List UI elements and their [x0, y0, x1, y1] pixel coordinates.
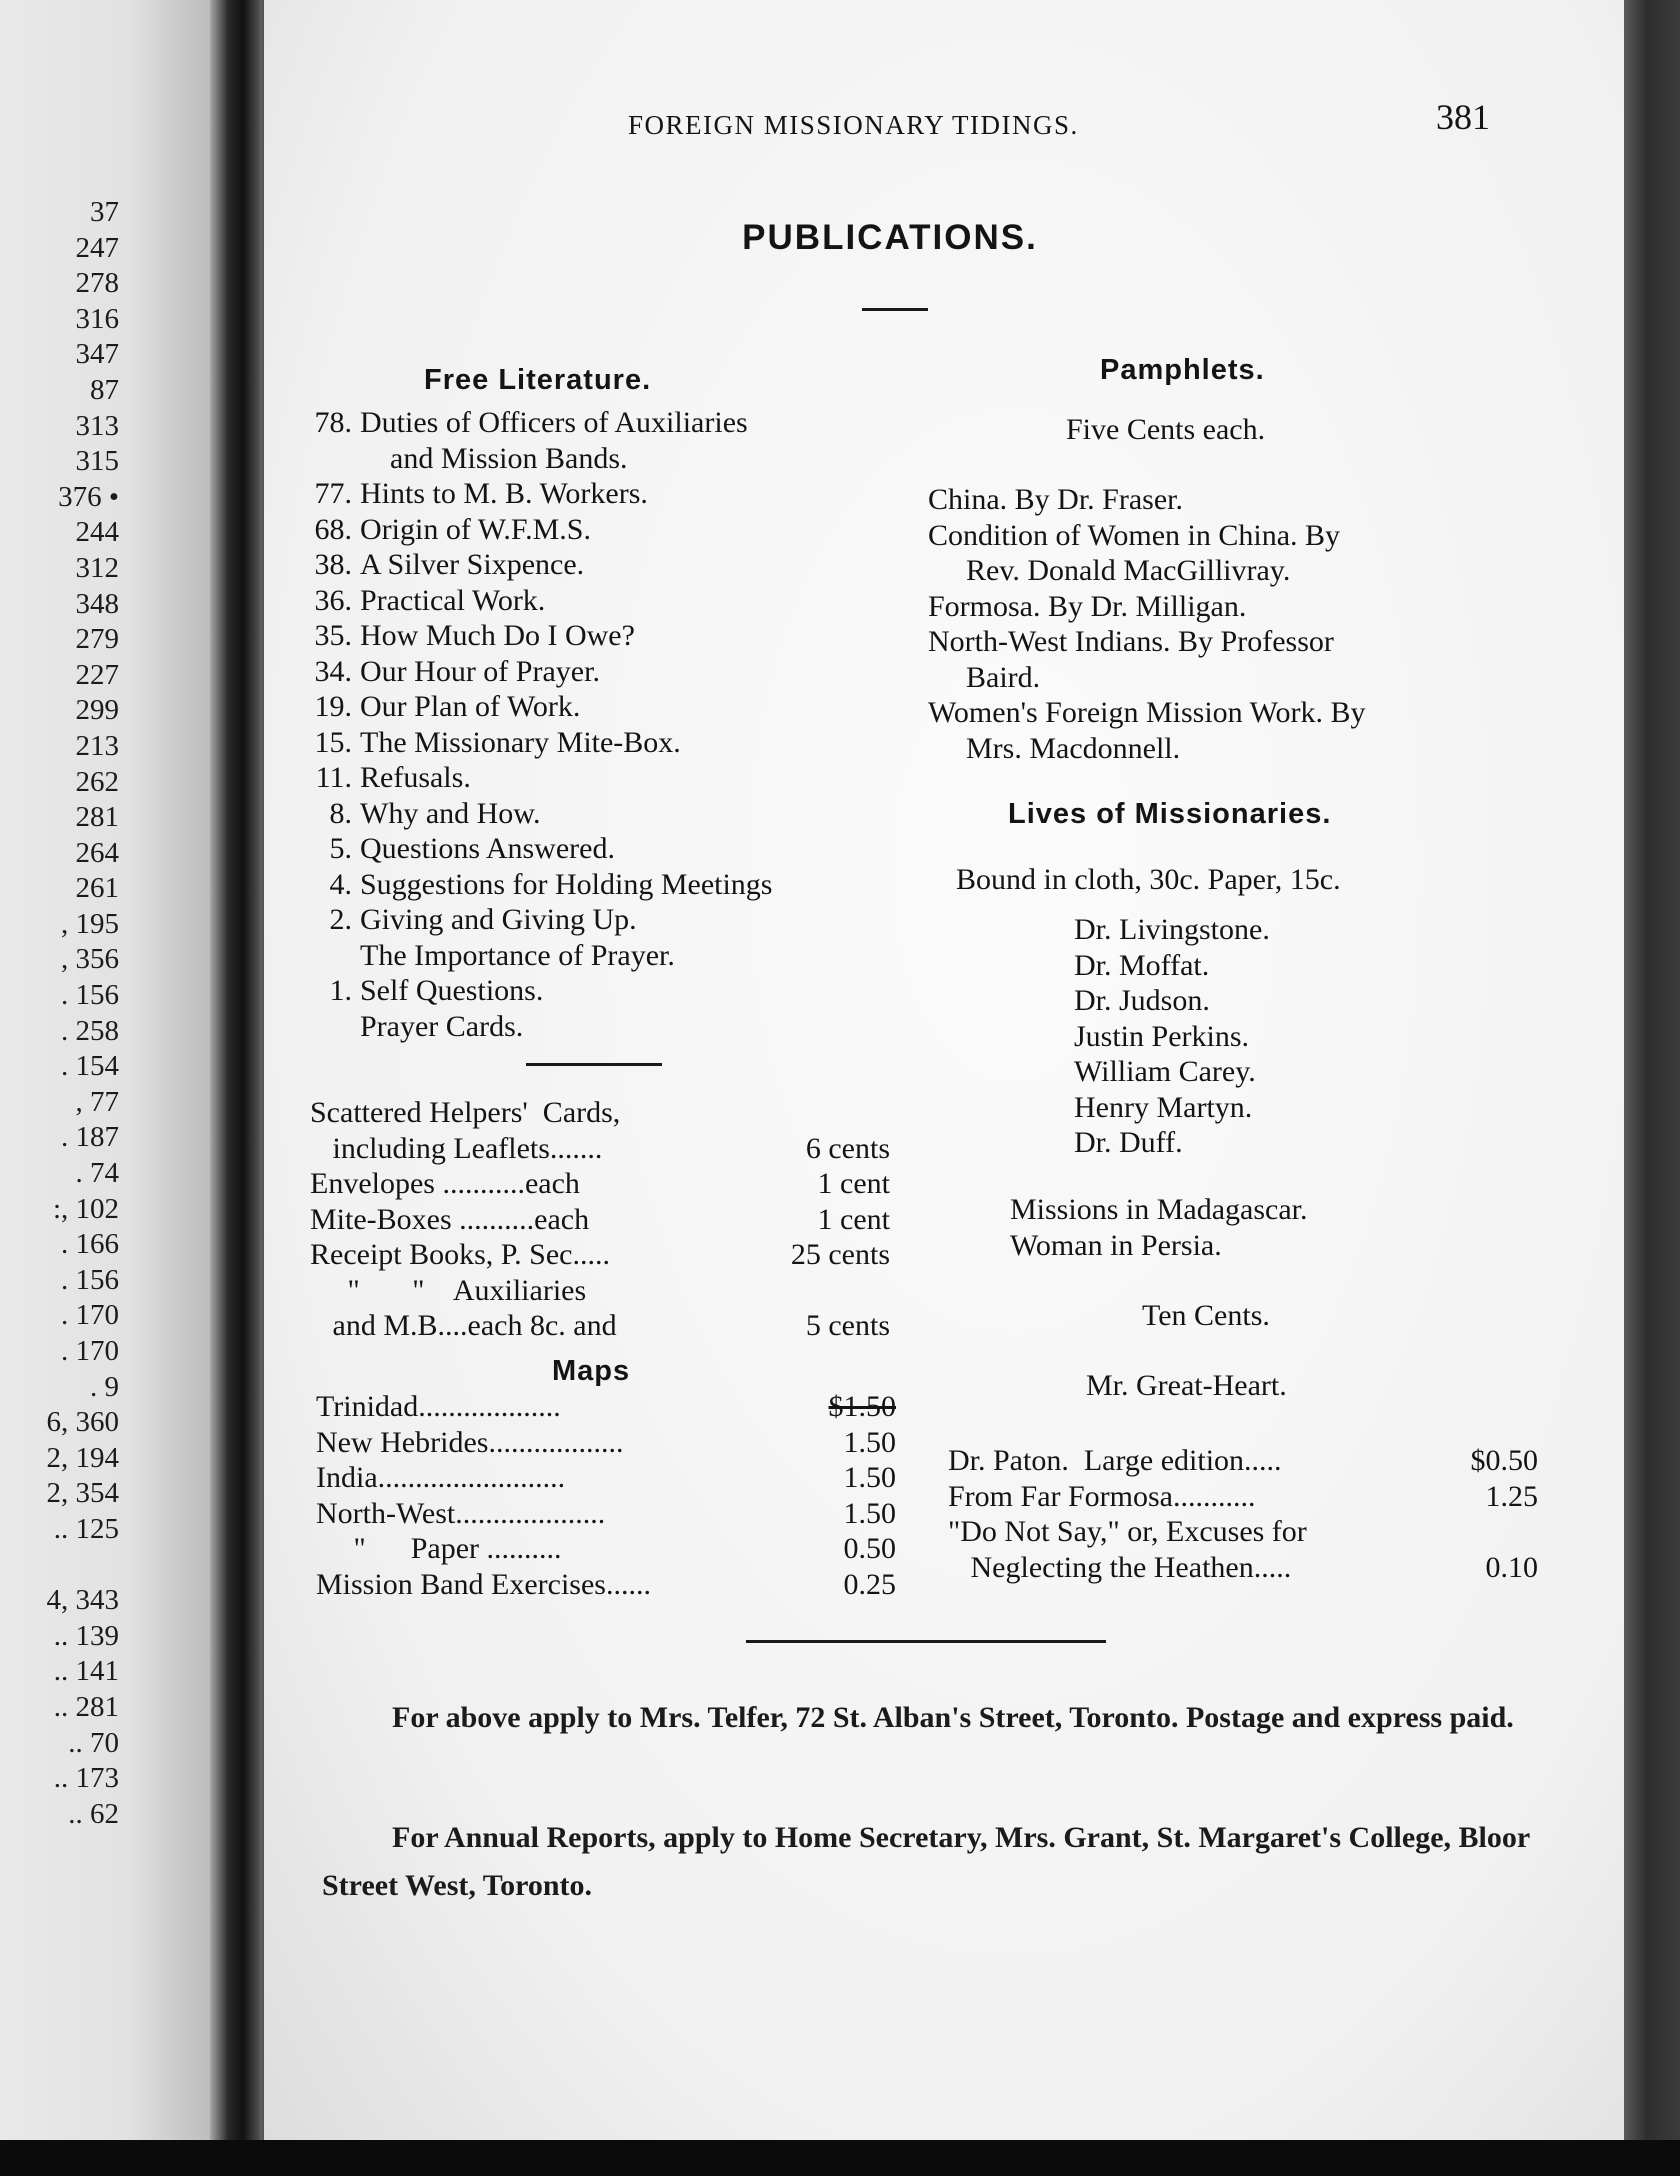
- item-number: 77.: [314, 477, 352, 510]
- index-entry: 247: [75, 231, 119, 264]
- supply-price: 1 cent: [817, 1167, 890, 1200]
- map-price: $1.50: [828, 1390, 896, 1423]
- supply-row: [310, 1202, 890, 1238]
- map-label: New Hebrides..................: [316, 1425, 624, 1459]
- map-label: India.........................: [316, 1461, 566, 1494]
- pamphlet-line: Baird.: [966, 660, 1041, 694]
- pamphlet-line: Women's Foreign Mission Work. By: [928, 696, 1366, 729]
- page-title: PUBLICATIONS.: [742, 218, 1038, 257]
- map-label: Mission Band Exercises......: [316, 1567, 651, 1601]
- literature-item: [290, 938, 773, 974]
- map-row: [316, 1531, 896, 1567]
- item-title: Our Plan of Work.: [360, 690, 581, 723]
- priced-label: From Far Formosa...........: [948, 1479, 1256, 1513]
- supply-label: Envelopes ...........each: [310, 1167, 580, 1200]
- book-spine: [210, 0, 270, 2176]
- index-entry: :, 102: [52, 1192, 119, 1225]
- lives-title: Woman in Persia.: [1010, 1228, 1222, 1262]
- item-title: How Much Do I Owe?: [360, 619, 635, 652]
- index-entry: . 170: [61, 1335, 119, 1367]
- index-entry: 348: [75, 587, 119, 620]
- item-number: 36.: [314, 583, 352, 617]
- map-label: " Paper ..........: [316, 1532, 562, 1565]
- priced-row: [948, 1514, 1538, 1550]
- scan-border: [0, 2140, 1680, 2176]
- index-entry: .. 141: [53, 1655, 119, 1688]
- index-entry: 312: [75, 551, 119, 584]
- index-entry: 244: [75, 516, 119, 549]
- priced-label: Neglecting the Heathen.....: [948, 1550, 1292, 1584]
- index-entry: , 356: [61, 943, 119, 976]
- supply-row: [310, 1308, 890, 1344]
- literature-item: [290, 867, 773, 903]
- index-entry: , 195: [61, 907, 119, 940]
- priced-price: 0.10: [1485, 1550, 1538, 1584]
- map-row: [316, 1496, 896, 1532]
- pamphlets-heading: Pamphlets.: [1100, 354, 1265, 386]
- priced-row: [948, 1550, 1538, 1586]
- index-entry: 281: [75, 801, 119, 834]
- index-entry: 227: [75, 658, 119, 691]
- index-entry: 264: [75, 836, 119, 869]
- index-entry: 262: [75, 765, 119, 798]
- index-entry: . 154: [61, 1050, 119, 1083]
- supply-label: including Leaflets.......: [310, 1131, 603, 1165]
- maps-heading: Maps: [552, 1355, 631, 1387]
- index-entry: 6, 360: [46, 1406, 119, 1439]
- map-price: 1.50: [843, 1425, 896, 1459]
- item-number: 34.: [314, 654, 352, 688]
- item-title: Practical Work.: [360, 583, 546, 617]
- index-entry: . 187: [61, 1121, 119, 1154]
- supply-label: Mite-Boxes ..........each: [310, 1202, 590, 1236]
- priced-price: $0.50: [1470, 1444, 1538, 1477]
- lives-binding-note: Bound in cloth, 30c. Paper, 15c.: [956, 863, 1341, 896]
- pamphlet-line: China. By Dr. Fraser.: [928, 483, 1183, 516]
- item-title: Our Hour of Prayer.: [360, 654, 600, 688]
- pamphlet-line: Rev. Donald MacGillivray.: [966, 554, 1291, 587]
- literature-item: [290, 1009, 773, 1045]
- literature-item: [290, 583, 773, 619]
- map-row: [316, 1567, 896, 1603]
- item-title: Self Questions.: [360, 974, 544, 1007]
- left-page: [0, 0, 210, 2176]
- priced-label: "Do Not Say," or, Excuses for: [948, 1515, 1307, 1548]
- index-entry: , 77: [75, 1085, 119, 1118]
- supply-price: 5 cents: [805, 1309, 890, 1342]
- title-rule: [862, 308, 928, 311]
- literature-item: [290, 405, 773, 441]
- free-literature-list: [290, 405, 773, 1044]
- supply-row: [310, 1273, 890, 1309]
- lives-names-list: [1074, 912, 1270, 1161]
- lives-title: Missions in Madagascar.: [1010, 1193, 1308, 1226]
- index-entry: 376 •: [58, 480, 119, 513]
- index-entry: .. 139: [53, 1619, 119, 1652]
- ten-cents-item: Mr. Great-Heart.: [1086, 1369, 1287, 1402]
- index-entry: 2, 354: [46, 1477, 119, 1510]
- map-price: 1.50: [843, 1496, 896, 1530]
- index-entry: 316: [75, 302, 119, 335]
- item-number: 78.: [314, 406, 352, 439]
- missionary-name: Justin Perkins.: [1074, 1019, 1250, 1053]
- pamphlets-subheading: Five Cents each.: [1066, 413, 1266, 446]
- supply-label: " " Auxiliaries: [310, 1273, 587, 1307]
- item-title: Origin of W.F.M.S.: [360, 512, 591, 546]
- map-row: [316, 1460, 896, 1496]
- item-number: 68.: [314, 512, 352, 546]
- item-title: Hints to M. B. Workers.: [360, 477, 648, 510]
- item-title-continued: The Importance of Prayer.: [360, 938, 675, 972]
- literature-item: [290, 831, 773, 867]
- page-number: 381: [1436, 97, 1490, 137]
- running-title: FOREIGN MISSIONARY TIDINGS.: [628, 110, 1079, 140]
- literature-item: [290, 512, 773, 548]
- map-label: North-West....................: [316, 1496, 606, 1530]
- item-number: 2.: [329, 903, 352, 936]
- index-entry: . 166: [61, 1228, 119, 1261]
- supply-label: Receipt Books, P. Sec.....: [310, 1238, 610, 1271]
- item-title: Duties of Officers of Auxiliaries: [360, 406, 748, 439]
- missionary-name: William Carey.: [1074, 1055, 1256, 1088]
- index-entry: 299: [75, 694, 119, 727]
- map-label: Trinidad...................: [316, 1390, 561, 1423]
- priced-price: 1.25: [1485, 1479, 1538, 1513]
- index-entry: [0, 1548, 205, 1584]
- map-price: 0.50: [843, 1532, 896, 1565]
- index-entry: .. 125: [53, 1512, 119, 1545]
- literature-item: [290, 902, 773, 938]
- literature-item: [290, 689, 773, 725]
- ten-cents-heading: Ten Cents.: [1142, 1299, 1270, 1332]
- literature-item: [290, 725, 773, 761]
- literature-item: [290, 476, 773, 512]
- priced-label: Dr. Paton. Large edition.....: [948, 1444, 1282, 1477]
- item-number: 4.: [329, 867, 352, 901]
- index-entry: 315: [75, 445, 119, 478]
- item-title-continued: and Mission Bands.: [390, 441, 628, 475]
- index-entry: .. 281: [53, 1690, 119, 1723]
- left-page-index: [0, 195, 205, 1832]
- index-entry: 37: [90, 196, 119, 228]
- literature-item: [290, 973, 773, 1009]
- free-literature-heading: Free Literature.: [424, 364, 652, 396]
- supply-label: Scattered Helpers' Cards,: [310, 1096, 621, 1129]
- index-entry: 213: [75, 729, 119, 762]
- missionary-name: Dr. Moffat.: [1074, 948, 1210, 982]
- index-entry: . 170: [61, 1299, 119, 1332]
- index-entry: . 258: [61, 1014, 119, 1047]
- item-number: 38.: [314, 548, 352, 581]
- index-entry: 279: [75, 623, 119, 656]
- pamphlets-list: [928, 482, 1366, 766]
- item-title: Questions Answered.: [360, 832, 615, 865]
- item-title: Suggestions for Holding Meetings: [360, 867, 773, 901]
- map-price: 0.25: [843, 1567, 896, 1601]
- supply-row: [310, 1166, 890, 1202]
- literature-item: [290, 441, 773, 477]
- item-number: 1.: [329, 974, 352, 1007]
- literature-item: [290, 796, 773, 832]
- book-edge: [1624, 0, 1680, 2176]
- item-number: 8.: [329, 796, 352, 830]
- supply-row: [310, 1237, 890, 1273]
- supply-price: 25 cents: [790, 1238, 890, 1271]
- index-entry: 347: [75, 338, 119, 371]
- index-entry: 87: [90, 373, 119, 406]
- pamphlet-line: Condition of Women in China. By: [928, 518, 1341, 552]
- item-number: 5.: [329, 832, 352, 865]
- item-title: Why and How.: [360, 796, 541, 830]
- literature-item: [290, 654, 773, 690]
- supply-label: and M.B....each 8c. and: [310, 1309, 617, 1342]
- item-number: 11.: [315, 761, 352, 794]
- pamphlet-line: Mrs. Macdonnell.: [966, 731, 1181, 765]
- priced-row: [948, 1443, 1538, 1479]
- item-number: 15.: [314, 725, 352, 759]
- index-entry: .. 62: [68, 1797, 119, 1830]
- pamphlet-line: Formosa. By Dr. Milligan.: [928, 589, 1247, 623]
- missionary-name: Dr. Livingstone.: [1074, 913, 1270, 946]
- item-title: A Silver Sixpence.: [360, 548, 585, 581]
- index-entry: .. 173: [53, 1762, 119, 1795]
- item-title: Refusals.: [360, 761, 471, 794]
- supply-price: 6 cents: [805, 1131, 890, 1165]
- item-number: 35.: [314, 619, 352, 652]
- index-entry: 4, 343: [46, 1584, 119, 1617]
- index-entry: 313: [75, 409, 119, 442]
- supplies-list: [310, 1095, 890, 1344]
- supply-row: [310, 1131, 890, 1167]
- item-title: The Missionary Mite-Box.: [360, 725, 681, 759]
- item-title-continued: Prayer Cards.: [360, 1009, 524, 1043]
- item-title: Giving and Giving Up.: [360, 903, 637, 936]
- index-entry: . 156: [61, 979, 119, 1012]
- map-row: [316, 1389, 896, 1425]
- index-entry: . 9: [90, 1370, 119, 1403]
- index-entry: 2, 194: [46, 1441, 119, 1474]
- index-entry: . 156: [61, 1263, 119, 1296]
- literature-item: [290, 547, 773, 583]
- priced-list: [948, 1443, 1538, 1585]
- index-entry: 278: [75, 267, 119, 300]
- index-entry: 261: [75, 872, 119, 905]
- section-rule: [526, 1063, 662, 1066]
- supply-row: [310, 1095, 890, 1131]
- lives-heading: Lives of Missionaries.: [1008, 798, 1332, 830]
- item-number: 19.: [314, 690, 352, 723]
- footer-paragraph-2: For Annual Reports, apply to Home Secretary, Mrs. Grant, St. Margaret's College, Bloor Street West, Toronto.: [322, 1821, 1530, 1902]
- footer-rule: [746, 1640, 1106, 1643]
- index-entry: .. 70: [68, 1726, 119, 1759]
- literature-item: [290, 618, 773, 654]
- pamphlet-line: North-West Indians. By Professor: [928, 625, 1334, 658]
- map-price: 1.50: [843, 1461, 896, 1494]
- literature-item: [290, 760, 773, 796]
- lives-more-list: [1010, 1192, 1307, 1263]
- index-entry: . 74: [75, 1157, 119, 1190]
- supply-price: 1 cent: [817, 1202, 890, 1236]
- missionary-name: Henry Martyn.: [1074, 1090, 1253, 1124]
- map-row: [316, 1425, 896, 1461]
- priced-row: [948, 1479, 1538, 1515]
- maps-list: [316, 1389, 896, 1602]
- missionary-name: Dr. Judson.: [1074, 984, 1210, 1017]
- missionary-name: Dr. Duff.: [1074, 1126, 1183, 1159]
- footer-paragraph-1: For above apply to Mrs. Telfer, 72 St. Alban's Street, Toronto. Postage and express paid.: [392, 1701, 1514, 1734]
